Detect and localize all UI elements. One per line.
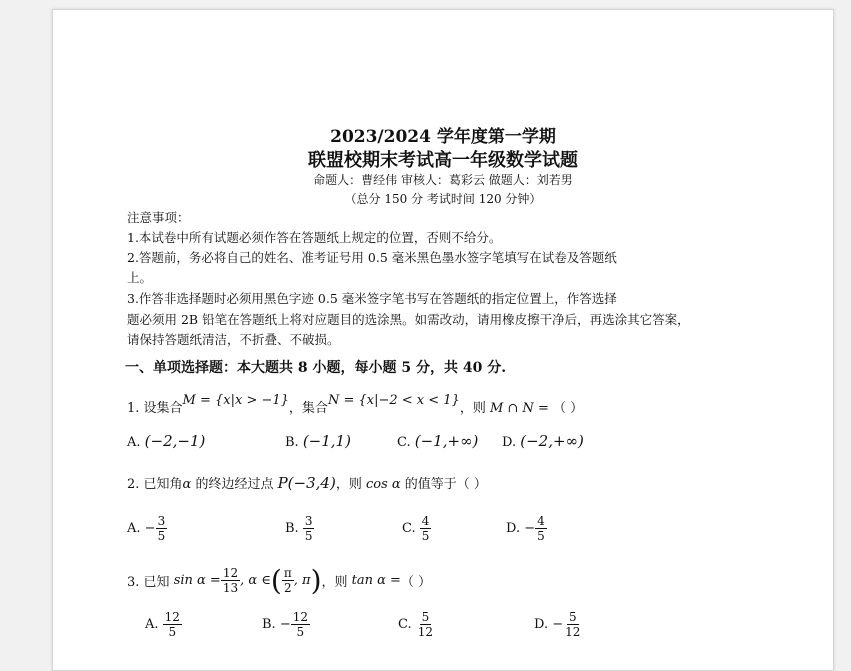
question-1: [127, 393, 584, 416]
exam-title-line1: 2023/2024 学年度第一学期: [330, 127, 556, 147]
q2-option-a-fraction: [156, 514, 168, 543]
q3-option-a: [145, 610, 182, 639]
q2-option-a-label: A.: [127, 521, 141, 536]
note-2b: 上。: [127, 270, 153, 285]
q2-option-d-fraction: [535, 514, 547, 543]
q1-option-d: [502, 432, 584, 450]
q2-option-c-den: 5: [421, 529, 430, 543]
q3-alpha-in: , α ∈: [240, 573, 271, 588]
question-3: [127, 564, 431, 597]
q2-option-a-num: 3: [157, 514, 166, 528]
q2-option-a: [127, 514, 167, 543]
note-1: 1.本试卷中所有试题必须作答在答题纸上规定的位置，否则不给分。: [127, 230, 502, 245]
q2-prefix: 2. 已知角: [127, 477, 183, 492]
q3-sin-num: 12: [222, 566, 239, 580]
note-2a: 2.答题前，务必将自己的姓名、准考证号用 0.5 毫米黑色墨水签字笔填写在试卷及答题纸: [127, 250, 617, 265]
q3-option-a-label: A.: [145, 617, 159, 632]
q2-option-b: [285, 514, 314, 543]
q3-option-c-fraction: [416, 610, 435, 639]
q2-option-a-sign: −: [144, 521, 156, 536]
q1-option-d-label: D.: [502, 435, 517, 450]
authors-line: 命题人：曹经伟 审核人：葛彩云 做题人：刘若男: [313, 173, 573, 187]
note-3c: 请保持答题纸清洁，不折叠、不破损。: [127, 332, 340, 347]
q2-option-d-label: D.: [506, 521, 521, 536]
q2-tail: ，则: [335, 477, 366, 492]
q3-option-d-sign: −: [552, 617, 564, 632]
document-page: [52, 9, 834, 671]
q3-option-d-den: 12: [565, 625, 581, 639]
q1-mid: ，集合: [288, 401, 328, 416]
q1-option-a-value: (−2,−1): [144, 432, 206, 450]
q3-answer-paren: （ ）: [400, 575, 432, 590]
q3-sin-fraction: [221, 566, 240, 595]
q2-option-b-label: B.: [285, 521, 299, 536]
q2-option-d-num: 4: [537, 514, 545, 528]
q3-option-d-label: D.: [534, 617, 549, 632]
q2-option-c-fraction: [420, 514, 432, 543]
q3-prefix: 3. 已知: [127, 575, 170, 590]
note-3a: 3.作答非选择题时必须用黑色字迹 0.5 毫米签字笔书写在答题纸的指定位置上，作答选择: [127, 291, 617, 306]
q3-option-a-num: 12: [164, 610, 180, 624]
q3-option-a-fraction: [163, 610, 182, 639]
q3-option-c-label: C.: [398, 617, 412, 632]
q3-pi-den: 2: [283, 581, 292, 595]
q2-option-b-fraction: [303, 514, 315, 543]
question-2: [127, 473, 487, 492]
q3-right-paren-icon: ): [310, 564, 322, 597]
q3-option-a-den: 5: [168, 625, 177, 639]
exam-title-line2: 联盟校期末考试高一年级数学试题: [308, 150, 578, 171]
q2-option-b-den: 5: [304, 529, 313, 543]
q2-option-a-den: 5: [157, 529, 166, 543]
q3-option-c-num: 5: [421, 610, 430, 624]
q1-option-d-value: (−2,+∞): [520, 432, 584, 450]
q1-option-b-label: B.: [285, 435, 299, 450]
q3-pi-num: π: [283, 566, 292, 580]
q1-set-n: N = {x|−2 < x < 1}: [327, 393, 460, 408]
q3-option-b-fraction: [291, 610, 310, 639]
q2-point: P(−3,4): [277, 474, 336, 492]
q3-option-b-sign: −: [279, 617, 291, 632]
q3-option-d-num: 5: [568, 610, 577, 624]
q1-option-b-value: (−1,1): [302, 432, 351, 450]
q1-option-c-value: (−1,+∞): [414, 432, 479, 450]
q2-option-c: [402, 514, 431, 543]
q2-option-b-num: 3: [304, 514, 313, 528]
q3-option-b-label: B.: [262, 617, 276, 632]
q3-tail: ，则: [321, 575, 348, 590]
q2-option-d-den: 5: [537, 529, 545, 543]
q3-sin-den: 13: [222, 581, 239, 595]
q1-tail: ，则: [459, 401, 486, 416]
q3-pi-end: , π: [293, 573, 311, 588]
q2-option-d-sign: −: [524, 521, 536, 536]
q1-prefix: 1. 设集合: [127, 401, 183, 416]
q3-option-c: [398, 610, 435, 639]
q3-option-b-den: 5: [296, 625, 305, 639]
q3-pi-fraction: [282, 566, 294, 595]
q2-option-c-label: C.: [402, 521, 416, 536]
q2-option-c-num: 4: [421, 514, 430, 528]
section-heading: 一、单项选择题：本大题共 8 小题，每小题 5 分，共 40 分.: [125, 360, 507, 376]
q2-option-d: [506, 514, 547, 543]
q3-left-paren-icon: (: [270, 564, 282, 597]
q1-option-b: [285, 432, 351, 450]
q2-mid: 的终边经过点: [191, 477, 278, 492]
q3-option-b: [262, 610, 310, 639]
q3-option-d: [534, 610, 582, 639]
q3-option-c-den: 12: [417, 625, 434, 639]
note-3b: 题必须用 2B 铅笔在答题纸上将对应题目的选涂黑。如需改动，请用橡皮擦干净后，再选涂其它答案，: [127, 312, 690, 327]
q2-alpha: α: [182, 477, 192, 492]
score-time-line: （总分 150 分 考试时间 120 分钟）: [344, 192, 542, 206]
q3-tan: tan α =: [351, 573, 401, 588]
q1-expression: M ∩ N =: [489, 401, 549, 416]
q1-option-a-label: A.: [127, 435, 141, 450]
q3-sin: sin α =: [173, 573, 221, 588]
q1-option-c-label: C.: [397, 435, 411, 450]
q3-option-b-num: 12: [292, 610, 309, 624]
q2-end: 的值等于（ ）: [400, 477, 487, 492]
q3-option-d-fraction: [563, 610, 582, 639]
q2-cos: cos α: [365, 477, 401, 492]
q1-option-a: [127, 432, 205, 450]
q1-option-c: [397, 432, 478, 450]
notes-heading: 注意事项：: [127, 210, 190, 225]
q1-answer-paren: （ ）: [552, 401, 584, 416]
q1-set-m: M = {x|x > −1}: [182, 393, 289, 408]
